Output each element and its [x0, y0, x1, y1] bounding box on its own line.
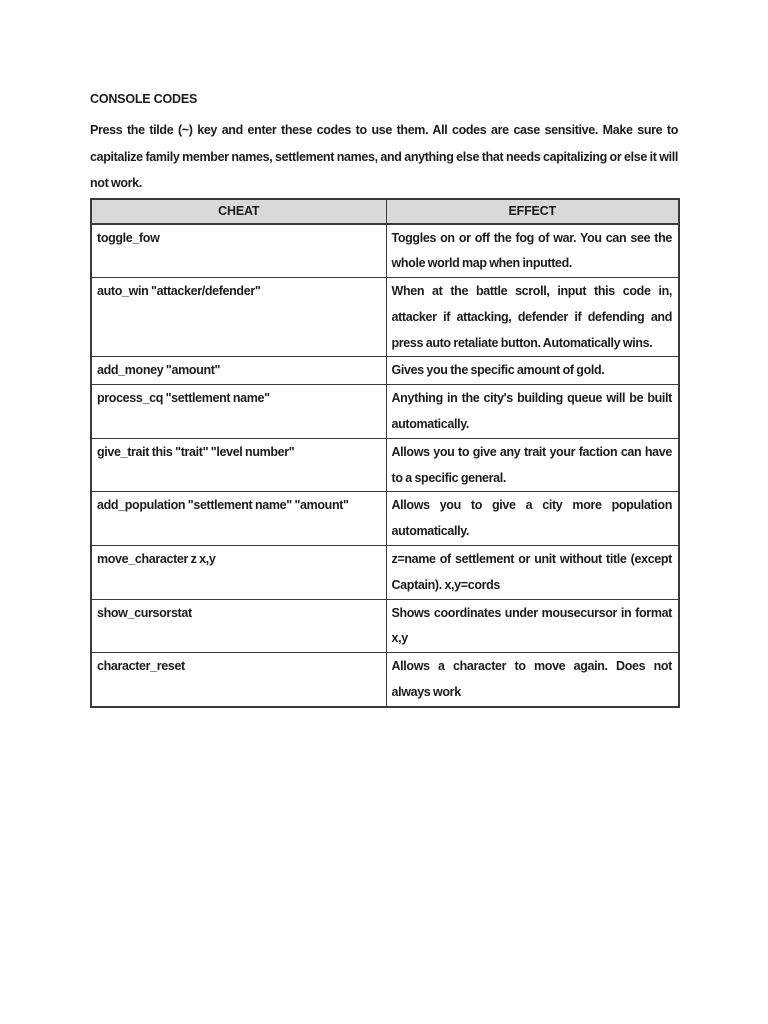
- table-header-row: [91, 199, 679, 224]
- effect-cell: When at the battle scroll, input this code in, attacker if attacking, defender if defending and press auto retaliate button. Automatically wins.: [386, 278, 679, 357]
- table-row: [91, 546, 679, 600]
- column-header-effect: EFFECT: [386, 199, 679, 224]
- effect-cell: Gives you the specific amount of gold.: [386, 357, 679, 385]
- cheat-cell: give_trait this "trait" "level number": [91, 438, 386, 492]
- table-row: [91, 492, 679, 546]
- effect-cell: Allows you to give any trait your faction can have to a specific general.: [386, 438, 679, 492]
- cheat-table-body: [91, 224, 679, 707]
- effect-cell: Allows you to give a city more population automatically.: [386, 492, 679, 546]
- table-row: [91, 599, 679, 653]
- cheat-cell: add_population "settlement name" "amount": [91, 492, 386, 546]
- cheat-cell: auto_win "attacker/defender": [91, 278, 386, 357]
- table-row: [91, 438, 679, 492]
- cheat-cell: move_character z x,y: [91, 546, 386, 600]
- cheat-cell: toggle_fow: [91, 224, 386, 278]
- effect-cell: Allows a character to move again. Does not always work: [386, 653, 679, 707]
- intro-paragraph: Press the tilde (~) key and enter these codes to use them. All codes are case sensitive. Make sure to capitalize family member names, settlement names, and anything else that needs capitalizing or else it will not work.: [90, 123, 678, 190]
- table-row: [91, 224, 679, 278]
- effect-cell: z=name of settlement or unit without title (except Captain). x,y=cords: [386, 546, 679, 600]
- cheat-codes-table: [90, 198, 680, 708]
- table-row: [91, 653, 679, 707]
- page-title: CONSOLE CODES: [90, 92, 198, 106]
- cheat-cell: character_reset: [91, 653, 386, 707]
- table-row: [91, 357, 679, 385]
- column-header-cheat: CHEAT: [91, 199, 386, 224]
- effect-cell: Shows coordinates under mousecursor in format x,y: [386, 599, 679, 653]
- cheat-cell: process_cq "settlement name": [91, 385, 386, 439]
- cheat-cell: show_cursorstat: [91, 599, 386, 653]
- effect-cell: Toggles on or off the fog of war. You can see the whole world map when inputted.: [386, 224, 679, 278]
- table-row: [91, 278, 679, 357]
- table-row: [91, 385, 679, 439]
- effect-cell: Anything in the city's building queue will be built automatically.: [386, 385, 679, 439]
- cheat-cell: add_money "amount": [91, 357, 386, 385]
- document-body: [90, 92, 678, 708]
